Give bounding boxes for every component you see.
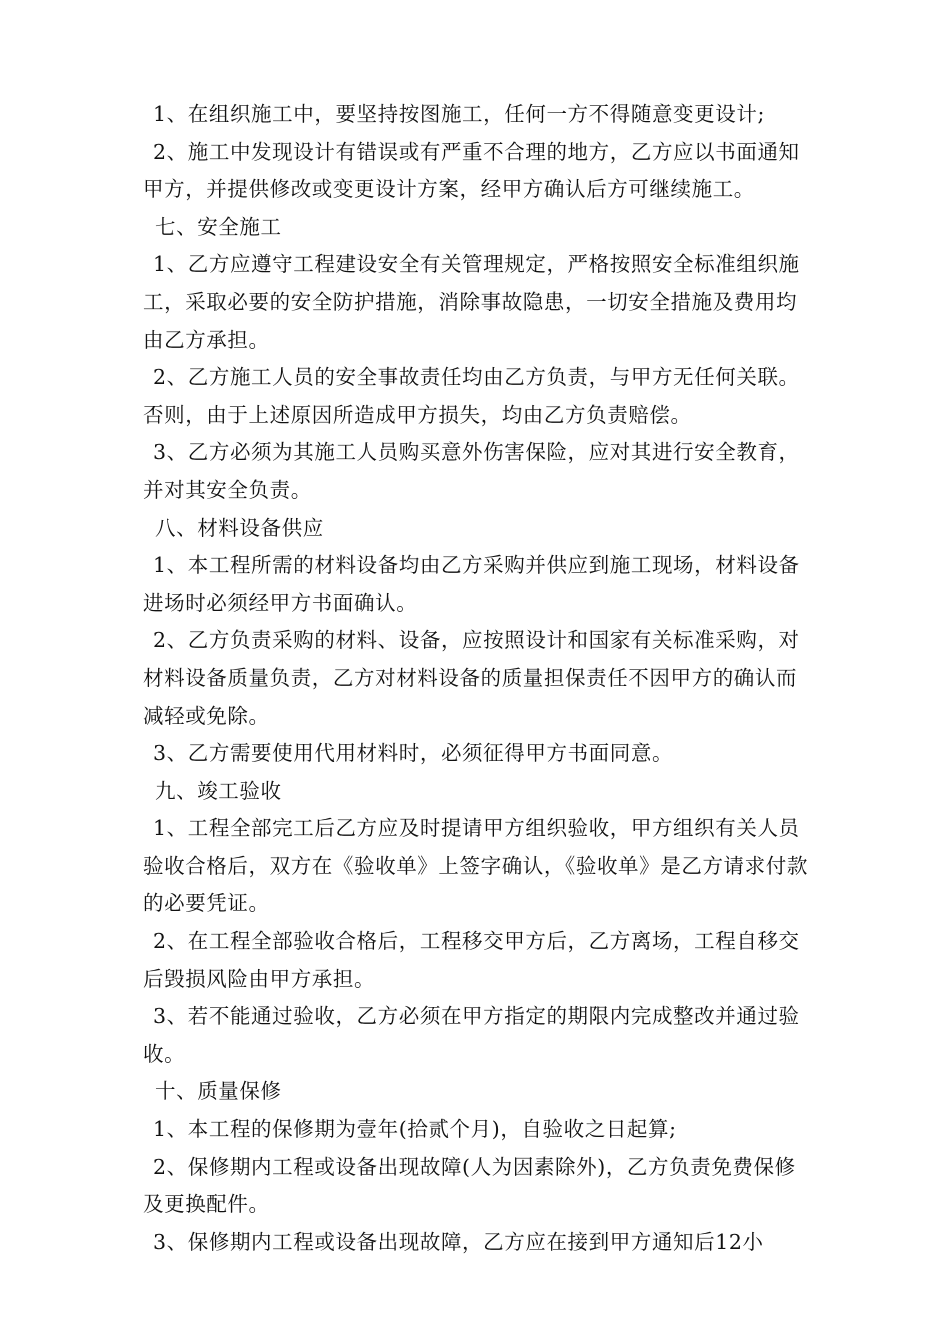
section-heading-8: 八、材料设备供应 xyxy=(155,515,324,540)
clause-8-1: 1、本工程所需的材料设备均由乙方采购并供应到施工现场，材料设备进场时必须经甲方书面确认。 xyxy=(143,553,800,615)
document-body xyxy=(143,96,815,1261)
clause-9-2: 2、在工程全部验收合格后，工程移交甲方后，乙方离场，工程自移交后毁损风险由甲方承担。 xyxy=(143,929,800,991)
clause-8-3: 3、乙方需要使用代用材料时，必须征得甲方书面同意。 xyxy=(153,741,674,766)
clause-7-1: 1、乙方应遵守工程建设安全有关管理规定，严格按照安全标准组织施工，采取必要的安全防护措施，消除事故隐患，一切安全措施及费用均由乙方承担。 xyxy=(143,252,800,352)
section-heading-10: 十、质量保修 xyxy=(155,1079,282,1104)
clause-6-2: 2、施工中发现设计有错误或有严重不合理的地方，乙方应以书面通知甲方，并提供修改或变更设计方案，经甲方确认后方可继续施工。 xyxy=(143,139,800,202)
clause-10-1: 1、本工程的保修期为壹年(拾贰个月)，自验收之日起算; xyxy=(153,1117,677,1142)
clause-9-3: 3、若不能通过验收，乙方必须在甲方指定的期限内完成整改并通过验收。 xyxy=(143,1004,800,1066)
section-heading-9: 九、竣工验收 xyxy=(155,778,282,803)
clause-10-2: 2、保修期内工程或设备出现故障(人为因素除外)，乙方负责免费保修及更换配件。 xyxy=(143,1154,796,1217)
clause-7-3: 3、乙方必须为其施工人员购买意外伤害保险，应对其进行安全教育，并对其安全负责。 xyxy=(143,440,800,502)
clause-8-2: 2、乙方负责采购的材料、设备，应按照设计和国家有关标准采购，对材料设备质量负责，乙方对材料设备的质量担保责任不因甲方的确认而减轻或免除。 xyxy=(143,628,800,728)
clause-7-2: 2、乙方施工人员的安全事故责任均由乙方负责，与甲方无任何关联。否则，由于上述原因所造成甲方损失，均由乙方负责赔偿。 xyxy=(143,365,800,427)
clause-10-3: 3、保修期内工程或设备出现故障，乙方应在接到甲方通知后12小 xyxy=(153,1229,764,1254)
section-heading-7: 七、安全施工 xyxy=(155,214,282,239)
clause-6-1: 1、在组织施工中，要坚持按图施工，任何一方不得随意变更设计; xyxy=(153,102,765,126)
clause-9-1: 1、工程全部完工后乙方应及时提请甲方组织验收，甲方组织有关人员验收合格后，双方在《验收单》上签字确认，《验收单》是乙方请求付款的必要凭证。 xyxy=(143,816,808,916)
